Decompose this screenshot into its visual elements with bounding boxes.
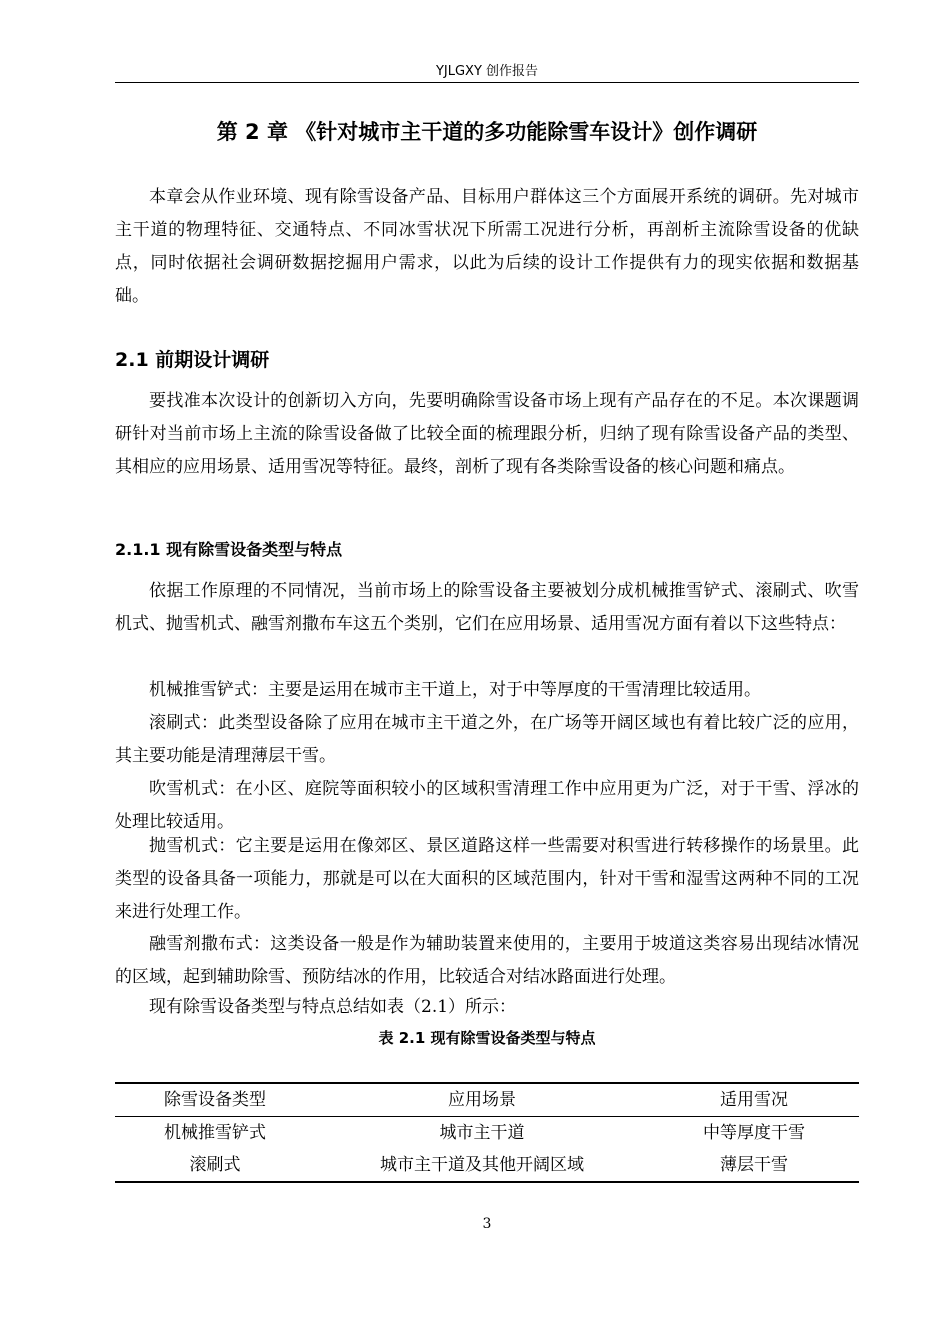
section-paragraph: 要找准本次设计的创新切入方向，先要明确除雪设备市场上现有产品存在的不足。本次课题调研针对当前市场上主流的除雪设备做了比较全面的梳理跟分析，归纳了现有除雪设备产品的类型、其相应的应用场景、适用雪况等特征。最终，剖析了现有各类除雪设备的核心问题和痛点。 — [115, 391, 859, 477]
body-paragraph-summary: 现有除雪设备类型与特点总结如表（2.1）所示： — [149, 997, 517, 1017]
body-paragraph-principles: 依据工作原理的不同情况，当前市场上的除雪设备主要被划分成机械推雪铲式、滚刷式、吹雪机式、抛雪机式、融雪剂撒布车这五个类别，它们在应用场景、适用雪况方面有着以下这些特点： — [115, 581, 859, 634]
equipment-table — [115, 1082, 859, 1183]
table-cell: 薄层干雪 — [720, 1155, 788, 1175]
table-caption: 表 2.1 现有除雪设备类型与特点 — [378, 1029, 596, 1047]
page-header: YJLGXY 创作报告 — [435, 64, 539, 79]
body-paragraph-brush: 滚刷式：此类型设备除了应用在城市主干道之外，在广场等开阔区域也有着比较广泛的应用，其主要功能是清理薄层干雪。 — [115, 713, 859, 766]
table-cell: 中等厚度干雪 — [703, 1123, 805, 1143]
table-cell: 滚刷式 — [189, 1155, 241, 1175]
section-title: 2.1 前期设计调研 — [115, 349, 270, 371]
table-header-row — [115, 1083, 859, 1117]
table-cell: 城市主干道 — [439, 1123, 525, 1143]
body-paragraph-plow: 机械推雪铲式：主要是运用在城市主干道上，对于中等厚度的干雪清理比较适用。 — [149, 680, 761, 700]
column-header-type: 除雪设备类型 — [115, 1083, 315, 1117]
body-paragraph-blower: 吹雪机式：在小区、庭院等面积较小的区域积雪清理工作中应用更为广泛，对于干雪、浮冰的处理比较适用。 — [115, 779, 859, 832]
column-header-snow: 适用雪况 — [649, 1083, 859, 1117]
header-divider — [115, 82, 859, 83]
table-row — [115, 1149, 859, 1182]
table-cell: 城市主干道及其他开阔区域 — [380, 1155, 584, 1175]
page-number: 3 — [482, 1216, 492, 1232]
intro-paragraph: 本章会从作业环境、现有除雪设备产品、目标用户群体这三个方面展开系统的调研。先对城市主干道的物理特征、交通特点、不同冰雪状况下所需工况进行分析，再剖析主流除雪设备的优缺点，同时依据社会调研数据挖掘用户需求，以此为后续的设计工作提供有力的现实依据和数据基础。 — [115, 187, 859, 306]
table-cell: 机械推雪铲式 — [164, 1123, 266, 1143]
table-row — [115, 1117, 859, 1150]
subsection-title: 2.1.1 现有除雪设备类型与特点 — [115, 540, 343, 559]
column-header-scene: 应用场景 — [315, 1083, 649, 1117]
chapter-title: 第 2 章 《针对城市主干道的多功能除雪车设计》创作调研 — [216, 120, 758, 144]
body-paragraph-thrower: 抛雪机式：它主要是运用在像郊区、景区道路这样一些需要对积雪进行转移操作的场景里。此类型的设备具备一项能力，那就是可以在大面积的区域范围内，针对干雪和湿雪这两种不同的工况来进行处理工作。 — [115, 836, 859, 922]
body-paragraph-spreader: 融雪剂撒布式：这类设备一般是作为辅助装置来使用的，主要用于坡道这类容易出现结冰情况的区域，起到辅助除雪、预防结冰的作用，比较适合对结冰路面进行处理。 — [115, 934, 859, 987]
